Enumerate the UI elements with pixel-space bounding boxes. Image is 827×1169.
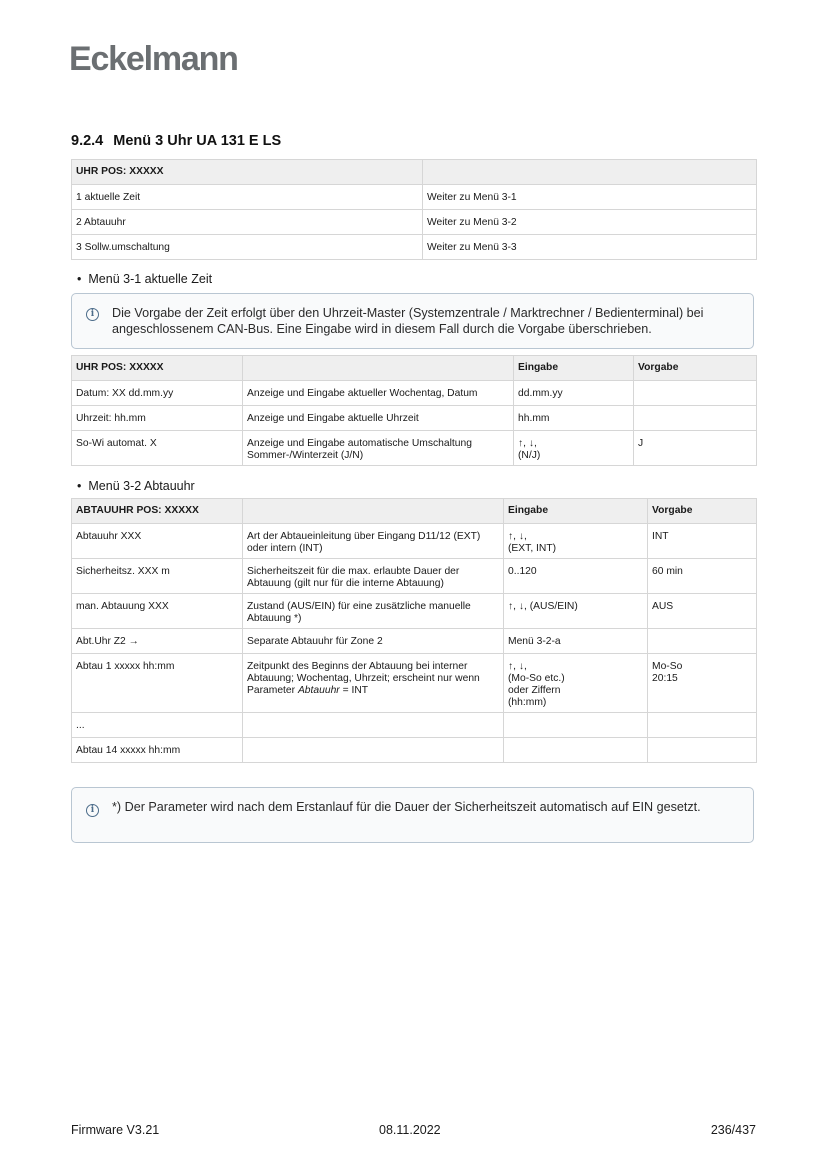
section-number: 9.2.4 [71,133,104,149]
table-cell: Weiter zu Menü 3-1 [423,185,757,210]
column-header: Eingabe [504,499,648,524]
table-cell: 1 aktuelle Zeit [72,185,423,210]
table-cell [648,629,757,654]
table-cell: AUS [648,594,757,629]
table-row [72,594,757,629]
table-cell: Abtauuhr XXX [72,524,243,559]
table-cell: Art der Abtaueinleitung über Eingang D11/12 (EXT) oder intern (INT) [243,524,504,559]
description-text: = INT [339,685,369,696]
description-text: Zeitpunkt des Beginns der Abtauung bei interner Abtauung; Wochentag, Uhrzeit; erscheint nur wenn Parameter [247,661,480,696]
table-cell: 2 Abtauuhr [72,210,423,235]
table-cell: Anzeige und Eingabe automatische Umschaltung Sommer-/Winterzeit (J/N) [243,431,514,466]
table-row [72,431,757,466]
bullet-menu-3-2 [77,479,195,493]
column-header: Vorgabe [648,499,757,524]
table-cell: Abtau 1 xxxxx hh:mm [72,654,243,713]
table-cell: Abt.Uhr Z2 → [72,629,243,654]
table-cell: INT [648,524,757,559]
table-row [72,235,757,260]
table-cell [243,738,504,763]
table-cell [243,654,504,713]
menu-3-2-table [71,498,757,763]
table-cell: Sicherheitszeit für die max. erlaubte Dauer der Abtauung (gilt nur für die interne Abtauung) [243,559,504,594]
table-row [72,406,757,431]
menu-3-table [71,159,757,260]
table-cell: Weiter zu Menü 3-2 [423,210,757,235]
table-cell: J [634,431,757,466]
info-icon: i [86,308,99,321]
table-row [72,629,757,654]
table-header-row [72,499,757,524]
table-cell: Anzeige und Eingabe aktuelle Uhrzeit [243,406,514,431]
bullet-menu-3-2-text: Menü 3-2 Abtauuhr [88,479,195,493]
table-row [72,381,757,406]
menu-3-1-table [71,355,757,466]
table-cell: Separate Abtauuhr für Zone 2 [243,629,504,654]
table-cell [648,713,757,738]
column-header [423,160,757,185]
table-cell [634,381,757,406]
table-row [72,738,757,763]
table-cell: Mo-So 20:15 [648,654,757,713]
info-note-time [71,293,754,349]
table-row [72,713,757,738]
table-cell: Anzeige und Eingabe aktueller Wochentag, Datum [243,381,514,406]
table-cell [634,406,757,431]
table-row [72,210,757,235]
footer-page-number: 236/437 [710,1123,756,1137]
table-cell: ↑, ↓, (Mo-So etc.) oder Ziffern (hh:mm) [504,654,648,713]
table-row [72,185,757,210]
table-cell: Zustand (AUS/EIN) für eine zusätzliche manuelle Abtauung *) [243,594,504,629]
table-cell: 60 min [648,559,757,594]
table-cell [648,738,757,763]
bullet-dot: • [77,479,82,493]
table-cell: Sicherheitsz. XXX m [72,559,243,594]
table-cell: dd.mm.yy [514,381,634,406]
table-cell: So-Wi automat. X [72,431,243,466]
company-logo: Eckelmann [69,40,238,78]
table-row [72,654,757,713]
table-cell [504,738,648,763]
column-header: Vorgabe [634,356,757,381]
table-row [72,524,757,559]
table-cell: 0..120 [504,559,648,594]
bullet-menu-3-1-text: Menü 3-1 aktuelle Zeit [88,272,213,286]
table-cell: ↑, ↓, (EXT, INT) [504,524,648,559]
table-cell: man. Abtauung XXX [72,594,243,629]
table-cell: hh.mm [514,406,634,431]
table-cell [243,713,504,738]
table-header-row [72,160,757,185]
info-note-parameter [71,787,754,843]
column-header: UHR POS: XXXXX [72,356,243,381]
column-header [243,356,514,381]
section-heading [71,133,281,149]
table-cell: Abtau 14 xxxxx hh:mm [72,738,243,763]
bullet-menu-3-1 [77,272,212,286]
info-icon: i [86,804,99,817]
table-cell: Uhrzeit: hh.mm [72,406,243,431]
column-header: Eingabe [514,356,634,381]
table-cell [504,713,648,738]
table-cell: Datum: XX dd.mm.yy [72,381,243,406]
table-header-row [72,356,757,381]
table-cell: Menü 3-2-a [504,629,648,654]
footer-date: 08.11.2022 [379,1123,441,1137]
column-header: ABTAUUHR POS: XXXXX [72,499,243,524]
info-note-parameter-text: *) Der Parameter wird nach dem Erstanlauf für die Dauer der Sicherheitszeit automatisch auf EIN gesetzt. [112,800,701,814]
column-header: UHR POS: XXXXX [72,160,423,185]
parameter-name: Abtauuhr [297,685,340,696]
column-header [243,499,504,524]
table-cell: 3 Sollw.umschaltung [72,235,423,260]
table-cell: ... [72,713,243,738]
table-row [72,559,757,594]
section-title-text: Menü 3 Uhr UA 131 E LS [113,133,282,149]
table-cell: ↑, ↓, (AUS/EIN) [504,594,648,629]
footer-firmware: Firmware V3.21 [71,1123,160,1137]
info-note-time-text: Die Vorgabe der Zeit erfolgt über den Uhrzeit-Master (Systemzentrale / Marktrechner / Bedienterminal) bei angeschlossenem CAN-Bus. Eine Eingabe wird in diesem Fall durch die Vorgabe überschrieben. [112,306,704,336]
table-cell: ↑, ↓, (N/J) [514,431,634,466]
bullet-dot: • [77,272,82,286]
table-cell: Weiter zu Menü 3-3 [423,235,757,260]
